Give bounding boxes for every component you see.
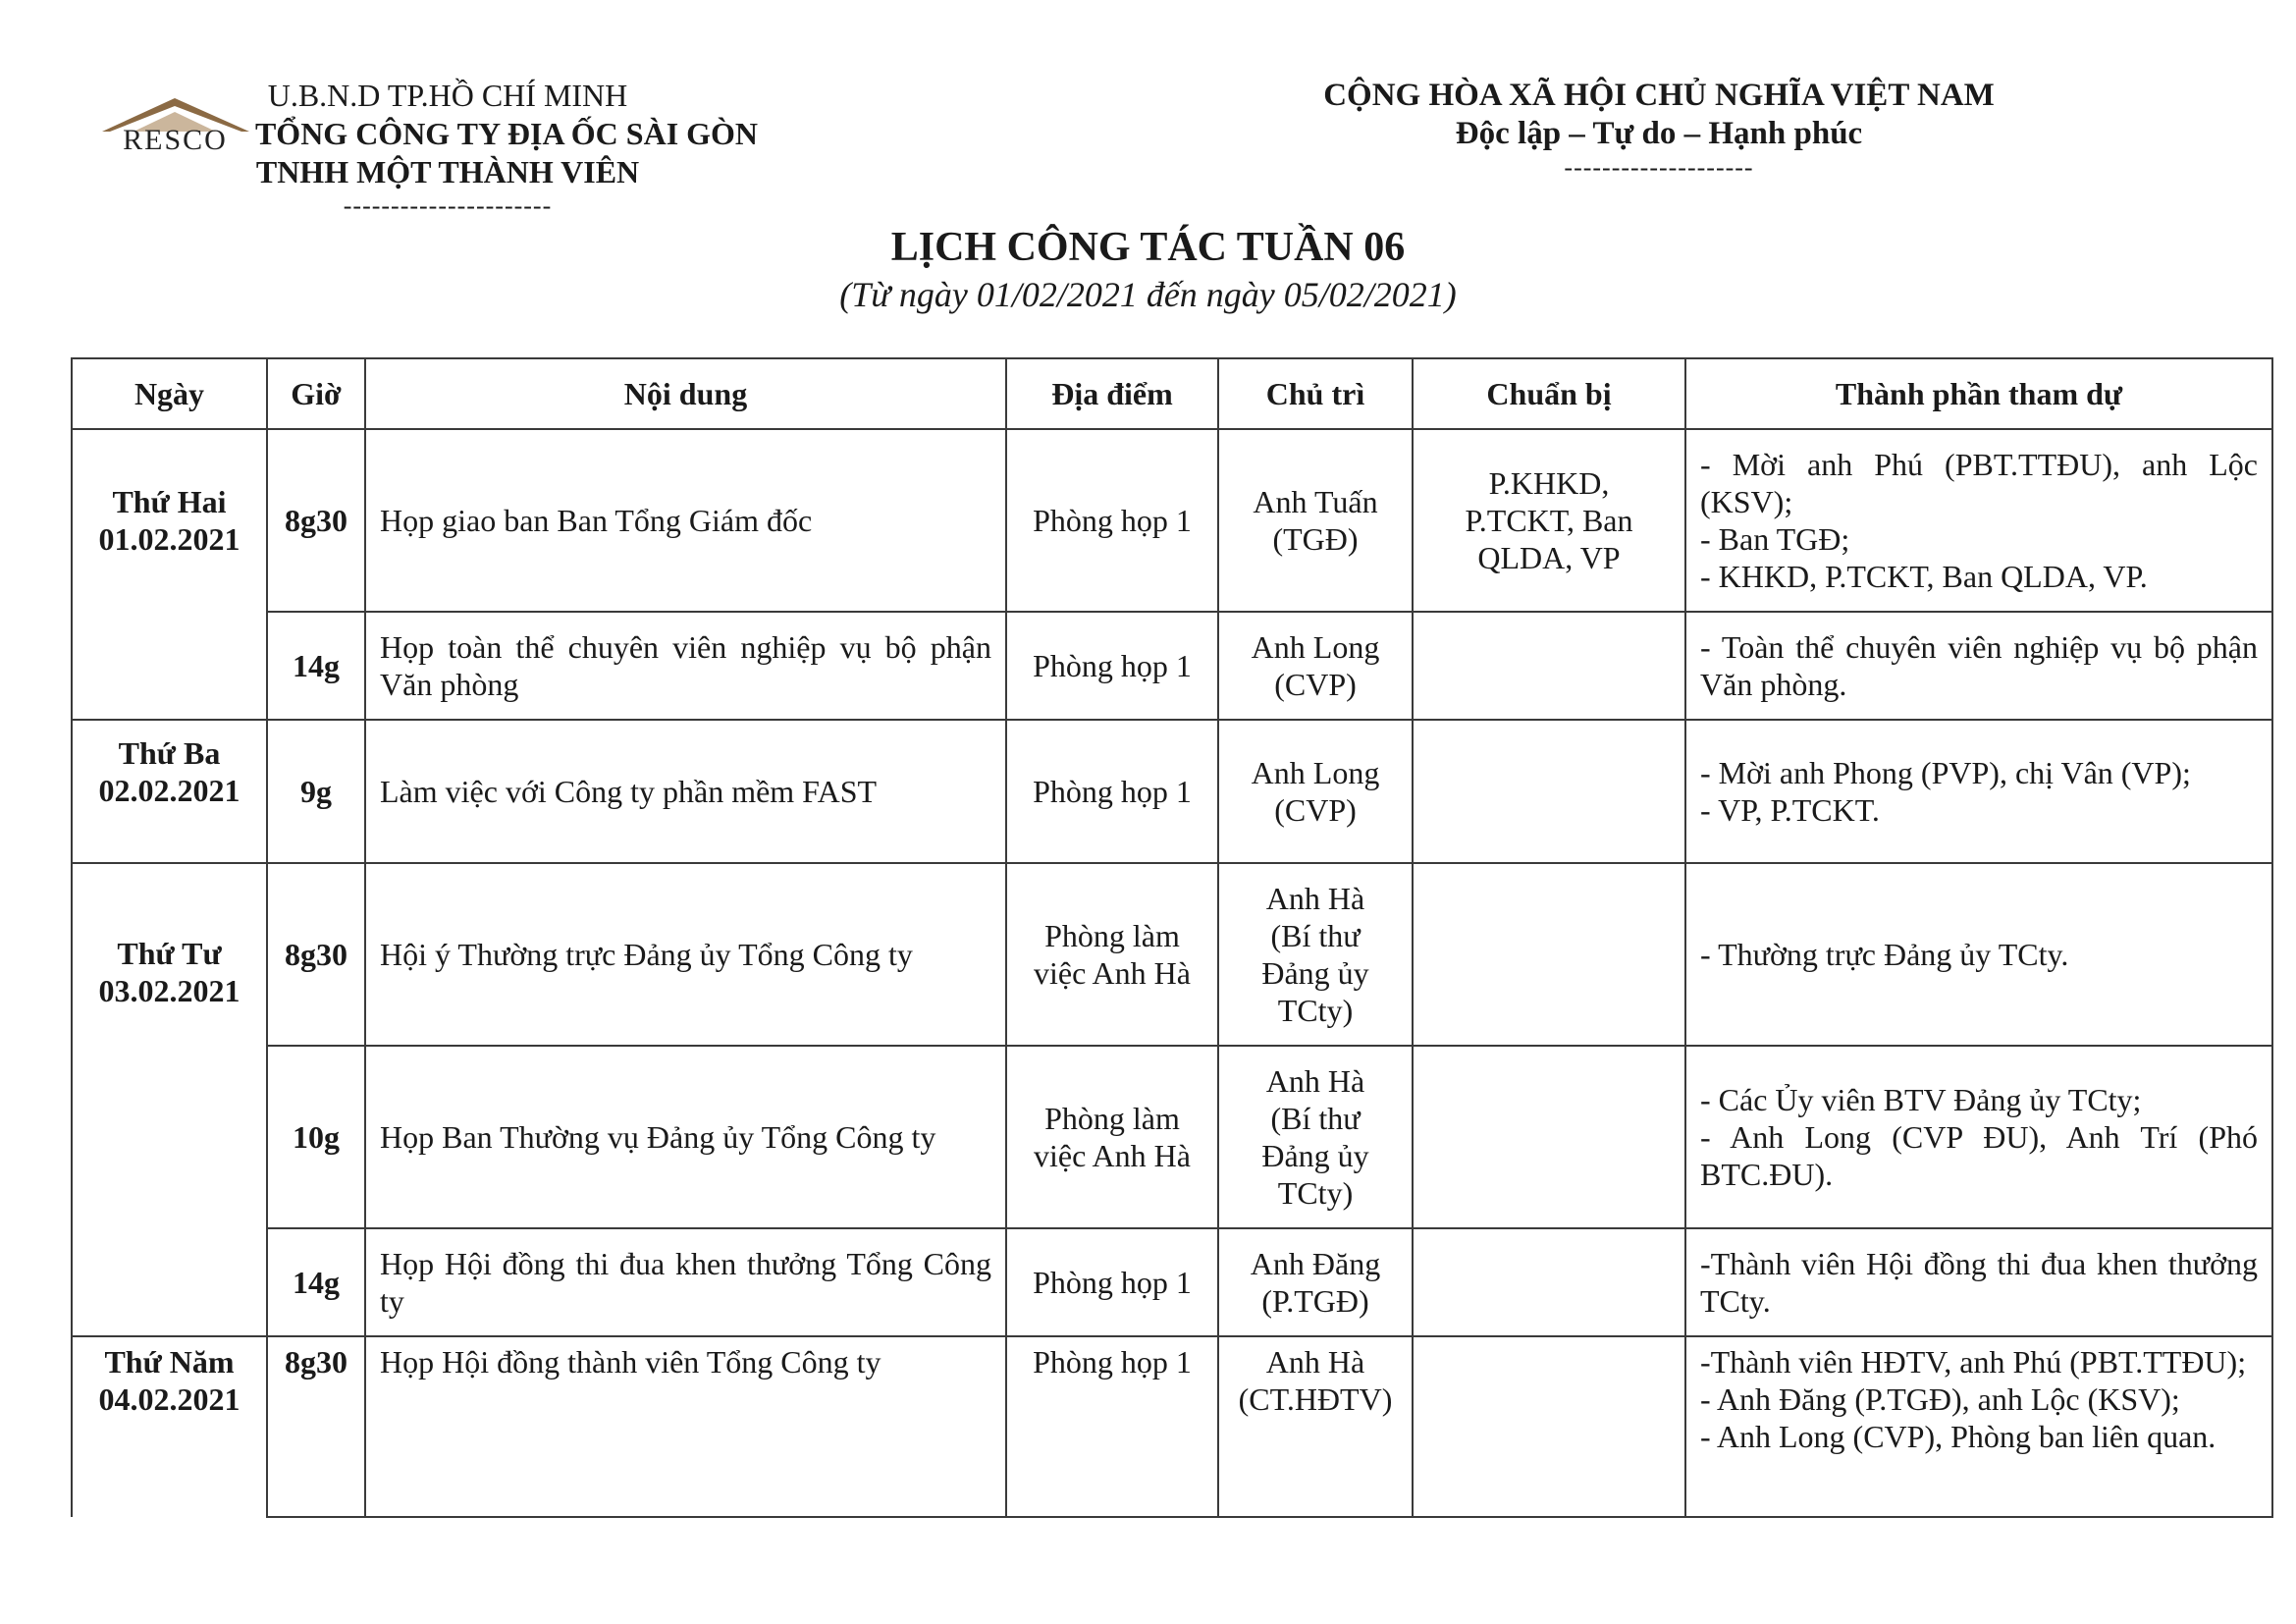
agency-name: U.B.N.D TP.HỒ CHÍ MINH [267,78,628,113]
content-cell: Làm việc với Công ty phần mềm FAST [365,720,1006,863]
attendees-cell [1685,612,2272,720]
host-line: Anh Đăng [1250,1246,1381,1281]
attendee-line: - Mời anh Phong (PVP), chị Vân (VP); [1700,755,2191,790]
time-cell: 14g [267,1228,365,1336]
prep-line: QLDA, VP [1477,540,1621,575]
host-line: Đảng ủy [1261,1138,1369,1173]
host-line: (Bí thư [1270,1101,1361,1136]
host-line: Anh Tuấn [1253,484,1378,519]
right-separator: -------------------- [1564,153,1754,182]
document-subtitle: (Từ ngày 01/02/2021 đến ngày 05/02/2021) [839,275,1457,314]
attendees-cell [1685,863,2272,1046]
attendee-line: - Ban TGĐ; [1700,521,1850,557]
header-content: Nội dung [365,358,1006,429]
header-time: Giờ [267,358,365,429]
day-date: 02.02.2021 [98,773,240,808]
prep-cell [1413,863,1685,1046]
time-cell: 8g30 [267,429,365,612]
attendee-line: - Thường trực Đảng ủy TCty. [1700,937,2069,972]
day-date: 01.02.2021 [98,521,240,557]
day-date: 04.02.2021 [98,1381,240,1417]
host-line: (CVP) [1274,667,1357,702]
host-line: (CT.HĐTV) [1238,1381,1393,1417]
place-cell [1006,1046,1218,1228]
table-row [72,612,2272,720]
prep-cell [1413,429,1685,612]
place-cell [1006,863,1218,1046]
content-cell: Họp Hội đồng thành viên Tổng Công ty [365,1336,1006,1517]
table-row [72,1336,2272,1517]
place-line: Phòng làm [1044,918,1180,953]
national-header [1315,77,2002,183]
time-cell: 14g [267,612,365,720]
host-line: (CVP) [1274,792,1357,828]
national-title: CỘNG HÒA XÃ HỘI CHỦ NGHĨA VIỆT NAM [1323,78,1995,113]
place-line: Phòng làm [1044,1101,1180,1136]
attendee-line: - Các Ủy viên BTV Đảng ủy TCty; [1700,1082,2142,1117]
host-line: Đảng ủy [1261,955,1369,991]
place-cell: Phòng họp 1 [1006,612,1218,720]
prep-cell [1413,1046,1685,1228]
host-line: Anh Hà [1265,1063,1365,1099]
day-name: Thứ Ba [118,735,221,771]
host-line: (Bí thư [1270,918,1361,953]
document-title: LỊCH CÔNG TÁC TUẦN 06 [890,225,1406,270]
national-motto: Độc lập – Tự do – Hạnh phúc [1455,116,1863,151]
place-cell: Phòng họp 1 [1006,720,1218,863]
content-cell: Họp Hội đồng thi đua khen thưởng Tổng Công ty [365,1228,1006,1336]
header-day: Ngày [72,358,267,429]
company-name-line1: TỔNG CÔNG TY ĐỊA ỐC SÀI GÒN [254,116,759,151]
host-cell [1218,612,1413,720]
attendee-line: - Anh Đăng (P.TGĐ), anh Lộc (KSV); [1700,1381,2180,1417]
attendee-line: - Mời anh Phú (PBT.TTĐU), anh Lộc (KSV); [1700,447,2258,519]
header-host: Chủ trì [1218,358,1413,429]
time-cell: 8g30 [267,1336,365,1517]
day-cell [72,1336,267,1517]
place-line: việc Anh Hà [1034,1138,1191,1173]
header-place: Địa điểm [1006,358,1218,429]
host-line: (TGĐ) [1272,521,1359,557]
attendee-line: - VP, P.TCKT. [1700,792,1880,828]
day-cell [72,429,267,720]
attendee-line: - KHKD, P.TCKT, Ban QLDA, VP. [1700,559,2148,594]
day-name: Thứ Tư [117,936,222,971]
header-attendees: Thành phần tham dự [1685,358,2272,429]
time-cell: 8g30 [267,863,365,1046]
time-cell: 10g [267,1046,365,1228]
table-row [72,1228,2272,1336]
attendee-line: - Toàn thể chuyên viên nghiệp vụ bộ phận Văn phòng. [1700,629,2258,702]
day-cell [72,720,267,863]
attendees-cell [1685,1046,2272,1228]
header-prep: Chuẩn bị [1413,358,1685,429]
place-line: việc Anh Hà [1034,955,1191,991]
schedule-table [71,357,2273,1518]
place-cell: Phòng họp 1 [1006,1228,1218,1336]
day-cell [72,863,267,1336]
prep-cell [1413,1228,1685,1336]
attendee-line: -Thành viên HĐTV, anh Phú (PBT.TTĐU); [1700,1344,2247,1380]
attendees-cell [1685,1336,2272,1517]
place-cell: Phòng họp 1 [1006,429,1218,612]
host-line: Anh Hà [1265,1344,1365,1380]
company-name-line2: TNHH MỘT THÀNH VIÊN [255,154,640,189]
attendees-cell [1685,429,2272,612]
table-row [72,863,2272,1046]
document-title-block [0,222,2296,316]
host-cell [1218,720,1413,863]
prep-line: P.KHKD, [1488,465,1610,501]
left-separator: ---------------------- [343,191,553,220]
table-header-row [72,358,2272,429]
prep-cell [1413,612,1685,720]
host-line: TCty) [1277,993,1354,1028]
prep-line: P.TCKT, Ban [1465,503,1633,538]
time-cell: 9g [267,720,365,863]
host-cell [1218,1336,1413,1517]
attendees-cell [1685,720,2272,863]
host-line: Anh Long [1251,629,1380,665]
logo-text: RESCO [123,124,228,156]
prep-cell [1413,720,1685,863]
host-cell [1218,1046,1413,1228]
host-cell [1218,1228,1413,1336]
host-cell [1218,863,1413,1046]
attendee-line: - Anh Long (CVP), Phòng ban liên quan. [1700,1419,2216,1454]
attendees-cell [1685,1228,2272,1336]
host-cell [1218,429,1413,612]
content-cell: Hội ý Thường trực Đảng ủy Tổng Công ty [365,863,1006,1046]
day-date: 03.02.2021 [98,973,240,1008]
host-line: TCty) [1277,1175,1354,1211]
place-cell: Phòng họp 1 [1006,1336,1218,1517]
host-line: Anh Long [1251,755,1380,790]
issuer-header [94,77,801,221]
content-cell: Họp Ban Thường vụ Đảng ủy Tổng Công ty [365,1046,1006,1228]
day-name: Thứ Năm [104,1344,235,1380]
host-line: Anh Hà [1265,881,1365,916]
attendee-line: - Anh Long (CVP ĐU), Anh Trí (Phó BTC.ĐU). [1700,1119,2258,1192]
table-row [72,720,2272,863]
content-cell: Họp giao ban Ban Tổng Giám đốc [365,429,1006,612]
day-name: Thứ Hai [112,484,227,519]
table-row [72,1046,2272,1228]
table-row [72,429,2272,612]
content-cell: Họp toàn thể chuyên viên nghiệp vụ bộ phận Văn phòng [365,612,1006,720]
attendee-line: -Thành viên Hội đồng thi đua khen thưởng TCty. [1700,1246,2258,1319]
host-line: (P.TGĐ) [1261,1283,1369,1319]
prep-cell [1413,1336,1685,1517]
